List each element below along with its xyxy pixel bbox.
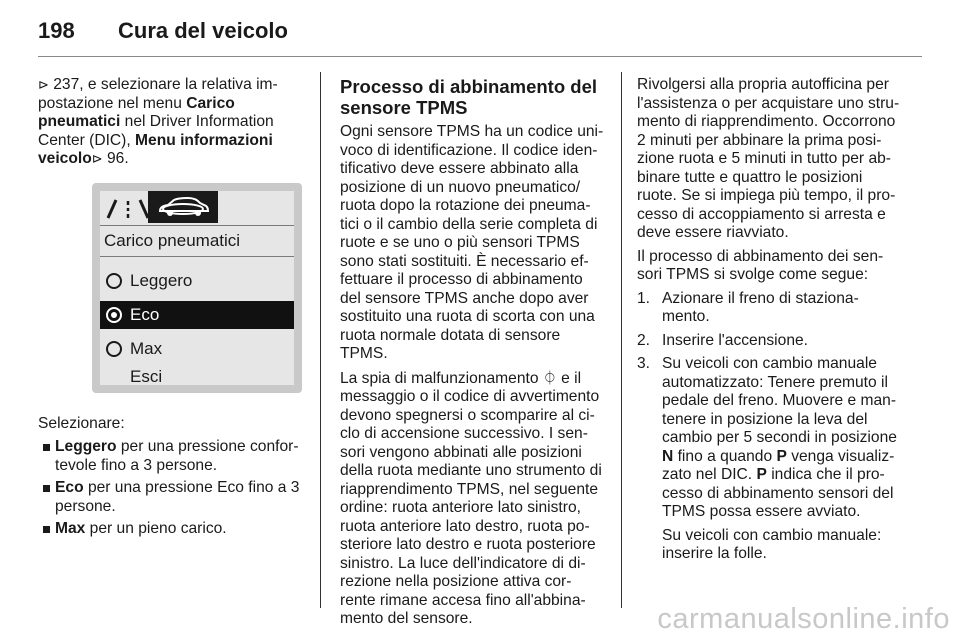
watermark: carmanualsonline.info — [657, 603, 950, 635]
list-item: 3. Su veicoli con cambio manuale automatizzato: Tenere premuto il pedale del freno. Muovere e man-tenere in posizione la leva del cambio per 5 secondi in posizione N fino a quando P venga visualiz-zato nel DIC. P indica che il pro-cesso di abbinamento sensori del TPMS possa essere avviato. Su veicoli con cambio manuale: inserire la folle. — [637, 355, 897, 562]
column-2 — [340, 76, 604, 634]
list-item: Eco per una pressione Eco fino a 3 persone. — [38, 479, 300, 516]
column-3 — [637, 76, 903, 569]
option-eco-selected: Eco — [100, 301, 294, 329]
column-divider — [621, 72, 622, 608]
paragraph: Il processo di abbinamento dei sen-sori TPMS si svolge come segue: — [637, 247, 884, 283]
menu-name: Carico pneumatici — [38, 94, 235, 130]
road-icon — [106, 199, 150, 219]
display-title: Carico pneumatici — [100, 225, 294, 257]
page-ref-arrow-icon: ⊳ — [91, 151, 103, 166]
tpms-warning-icon: ⏀ — [542, 369, 557, 386]
paragraph: Ogni sensore TPMS ha un codice uni-voco di identificazione. Il codice iden-tificativo deve essere abbinato alla posizione di un nuovo pneumatico/ ruota dopo la rotazione dei pneuma-tici o il cambio della serie completa di ruote e se uno o più sensori TPMS sono stati sostituiti. È necessario ef-fettuare il processo di abbinamento del sensore TPMS anche dopo aver sostituito una ruota di scorta con una ruota normale dotata di sensore TPMS. — [340, 123, 604, 362]
car-tab — [148, 191, 218, 223]
page-number: 198 — [38, 18, 75, 43]
radio-icon — [106, 273, 122, 289]
bullet-square-icon — [43, 526, 50, 533]
bullet-square-icon — [43, 444, 50, 451]
list-item: Max per un pieno carico. — [38, 520, 300, 539]
intro-paragraph: ⊳ 237, e selezionare la relativa im-postazione nel menu Carico pneumatici nel Driver Information Center (DIC), Menu informazioni veicolo⊳ 96. — [38, 76, 278, 167]
page-header — [38, 14, 922, 58]
option-max: Max — [100, 335, 294, 363]
list-item: Leggero per una pressione confor-tevole fino a 3 persone. — [38, 438, 300, 475]
list-item: 2. Inserire l'accensione. — [637, 331, 808, 349]
paragraph: Rivolgersi alla propria autofficina per l'assistenza o per acquistare uno stru-mento di riapprendimento. Occorrono 2 minuti per abbinare la prima posi-zione ruota e 5 minuti in tutto per ab-binare tutte e quattro le posizioni ruote. Se si impiega più tempo, il pro-cesso di accoppiamento si arresta e deve essere riavviato. — [637, 76, 900, 241]
radio-icon — [106, 341, 122, 357]
menu-name: Menu informazioni veicolo — [38, 131, 273, 167]
paragraph: La spia di malfunzionamento ⏀ e il messaggio o il codice di avvertimento devono spegnersi o scomparire al ci-clo di accensione successivo. I sen-sori vengono abbinati alle posizioni della ruota mediante uno strumento di riapprendimento TPMS, nel seguente ordine: ruota anteriore lato sinistro, ruota anteriore lato destro, ruota po-steriore lato destro e ruota posteriore sinistro. La luce dell'indicatore di di-rezione nella posizione attiva cor-rente rimane accesa fino all'abbina-mento del sensore. — [340, 369, 602, 627]
bullet-square-icon — [43, 485, 50, 492]
option-leggero: Leggero — [100, 267, 294, 295]
subsection-heading: Processo di abbinamento del sensore TPMS — [340, 76, 598, 118]
list-item: 1. Azionare il freno di staziona-mento. — [637, 289, 859, 325]
header-rule — [38, 56, 922, 57]
car-icon — [156, 197, 210, 217]
bullet-list — [38, 438, 300, 539]
section-title: Cura del veicolo — [118, 18, 288, 43]
column-divider — [320, 72, 321, 608]
steps-list — [637, 290, 903, 564]
option-esci: Esci — [130, 366, 163, 386]
select-label: Selezionare: — [38, 414, 125, 432]
page-ref-arrow-icon: ⊳ — [38, 77, 49, 92]
column-1 — [38, 76, 300, 543]
dic-display-illustration — [92, 183, 302, 393]
radio-selected-icon — [106, 307, 122, 323]
